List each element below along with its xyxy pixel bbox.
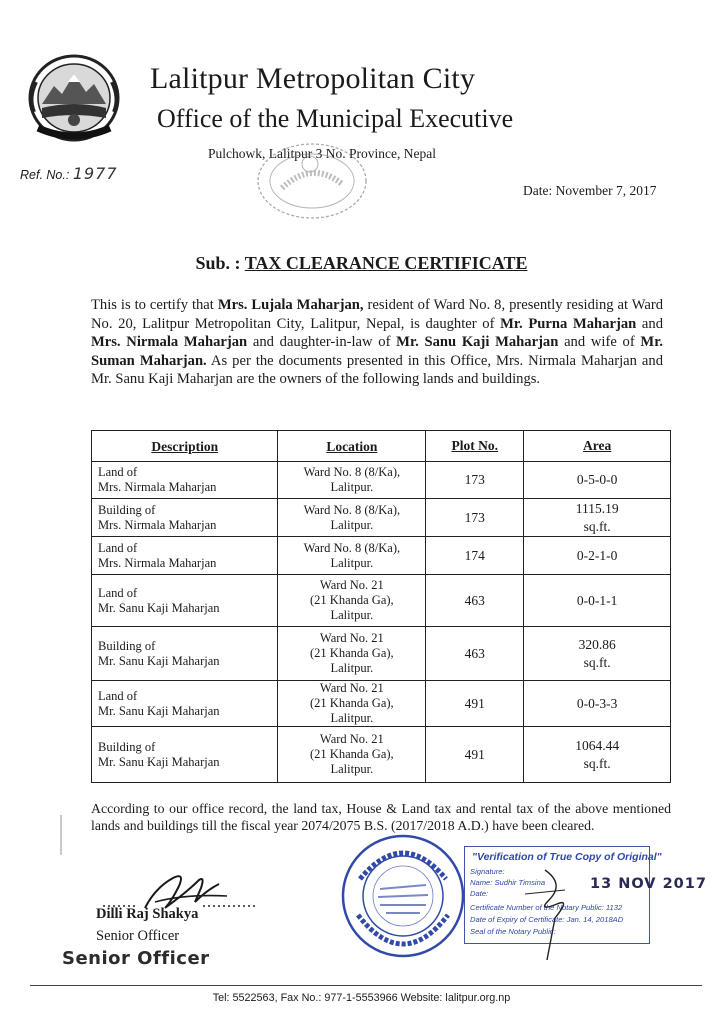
description-cell: Land of Mr. Sanu Kaji Maharjan <box>92 681 278 727</box>
plot-cell: 174 <box>426 537 524 575</box>
location-cell: Ward No. 8 (8/Ka), Lalitpur. <box>278 499 426 537</box>
office-address: Pulchowk, Lalitpur 3 No. Province, Nepal <box>208 146 436 161</box>
date-label: Date: <box>470 889 489 898</box>
footer-contact: Tel: 5522563, Fax No.: 977-1-5553966 Website: lalitpur.org.np <box>212 992 511 1004</box>
subject-title: TAX CLEARANCE CERTIFICATE <box>244 253 528 273</box>
verification-title: "Verification of True Copy of Original" <box>472 851 662 863</box>
notary-seal-label: Seal of the Notary Public: <box>470 927 556 936</box>
table-row <box>92 575 671 627</box>
location-cell: Ward No. 21 (21 Khanda Ga), Lalitpur. <box>278 575 426 627</box>
certificate-body <box>91 296 663 389</box>
table-row <box>92 681 671 727</box>
table-row <box>92 627 671 681</box>
body-text: and <box>636 315 663 332</box>
column-header: Description <box>92 431 278 462</box>
area-cell: 1115.19 sq.ft. <box>524 499 671 537</box>
notary-signature <box>505 864 585 964</box>
description-cell: Building of Mrs. Nirmala Maharjan <box>92 499 278 537</box>
person-name: Mr. Suman Maharjan. <box>91 334 663 369</box>
plot-cell: 463 <box>426 575 524 627</box>
description-cell: Building of Mr. Sanu Kaji Maharjan <box>92 627 278 681</box>
certificate-number: Certificate Number of the Notary Public: 1132 <box>470 903 623 912</box>
signer-name: Dilli Raj Shakya <box>96 906 199 922</box>
location-cell: Ward No. 8 (8/Ka), Lalitpur. <box>278 537 426 575</box>
closing-statement: According to our office record, the land tax, House & Land tax and rental tax of the above mentioned lands and buildings till the fiscal year 2074/2075 B.S. (2017/2018 A.D.) have been cleared. <box>91 801 671 833</box>
person-name: Mrs. Lujala Maharjan, <box>217 297 364 313</box>
table-row <box>92 499 671 537</box>
column-header: Plot No. <box>426 431 524 462</box>
description-cell: Land of Mr. Sanu Kaji Maharjan <box>92 575 278 627</box>
notary-date-stamp: 13 NOV 2017 <box>590 876 707 892</box>
area-cell: 0-5-0-0 <box>524 462 671 499</box>
column-header: Area <box>524 431 671 462</box>
table-row <box>92 537 671 575</box>
signer-title: Senior Officer <box>96 928 180 944</box>
body-text: and daughter-in-law of <box>247 334 397 351</box>
area-cell: 1064.44 sq.ft. <box>524 727 671 783</box>
area-cell: 0-0-1-1 <box>524 575 671 627</box>
body-text: This is to certify that <box>91 297 218 313</box>
plot-cell: 173 <box>426 499 524 537</box>
footer-divider <box>30 985 702 986</box>
reference-label: Ref. No.: <box>20 168 70 182</box>
column-header: Location <box>278 431 426 462</box>
plot-cell: 173 <box>426 462 524 499</box>
office-name: Office of the Municipal Executive <box>157 104 514 133</box>
description-cell: Building of Mr. Sanu Kaji Maharjan <box>92 727 278 783</box>
location-cell: Ward No. 21 (21 Khanda Ga), Lalitpur. <box>278 727 426 783</box>
coat-of-arms-logo <box>24 52 124 144</box>
person-name: Mr. Sanu Kaji Maharjan <box>396 334 559 351</box>
plot-cell: 463 <box>426 627 524 681</box>
document-date: Date: November 7, 2017 <box>523 183 657 198</box>
notary-public-seal <box>340 833 466 959</box>
reference-number <box>20 164 118 183</box>
notary-name: Name: Sudhir Timsina <box>470 878 546 887</box>
description-cell: Land of Mrs. Nirmala Maharjan <box>92 537 278 575</box>
rubber-stamp-title: Senior Officer <box>62 948 210 969</box>
signature-label: Signature: <box>470 867 505 876</box>
person-name: Mrs. Nirmala Maharjan <box>91 334 248 351</box>
plot-cell: 491 <box>426 681 524 727</box>
person-name: Mr. Purna Maharjan <box>500 315 637 332</box>
reference-value: 1977 <box>72 164 118 183</box>
table-header-row <box>92 431 671 462</box>
table-row <box>92 462 671 499</box>
body-text: and wife of <box>558 334 641 351</box>
location-cell: Ward No. 21 (21 Khanda Ga), Lalitpur. <box>278 681 426 727</box>
body-text: As per the documents presented in this Office, Mrs. Nirmala Maharjan and Mr. Sanu Kaji Maharjan are the owners of the following lands and buildings. <box>91 352 664 388</box>
organization-name: Lalitpur Metropolitan City <box>150 62 476 95</box>
location-cell: Ward No. 21 (21 Khanda Ga), Lalitpur. <box>278 627 426 681</box>
body-text: resident of Ward No. 8, presently residing at Ward No. 20, Lalitpur Metropolitan City, Lalitpur, Nepal, is daughter of <box>91 297 663 332</box>
subject-line <box>0 253 723 274</box>
subject-prefix: Sub. : <box>195 253 241 273</box>
certificate-expiry: Date of Expiry of Certificate: Jan. 14, 2018AD <box>470 915 624 924</box>
table-row <box>92 727 671 783</box>
description-cell: Land of Mrs. Nirmala Maharjan <box>92 462 278 499</box>
area-cell: 0-2-1-0 <box>524 537 671 575</box>
plot-cell: 491 <box>426 727 524 783</box>
office-stamp <box>252 140 372 222</box>
area-cell: 320.86 sq.ft. <box>524 627 671 681</box>
margin-mark <box>60 815 62 855</box>
area-cell: 0-0-3-3 <box>524 681 671 727</box>
location-cell: Ward No. 8 (8/Ka), Lalitpur. <box>278 462 426 499</box>
land-ownership-table <box>91 430 671 783</box>
